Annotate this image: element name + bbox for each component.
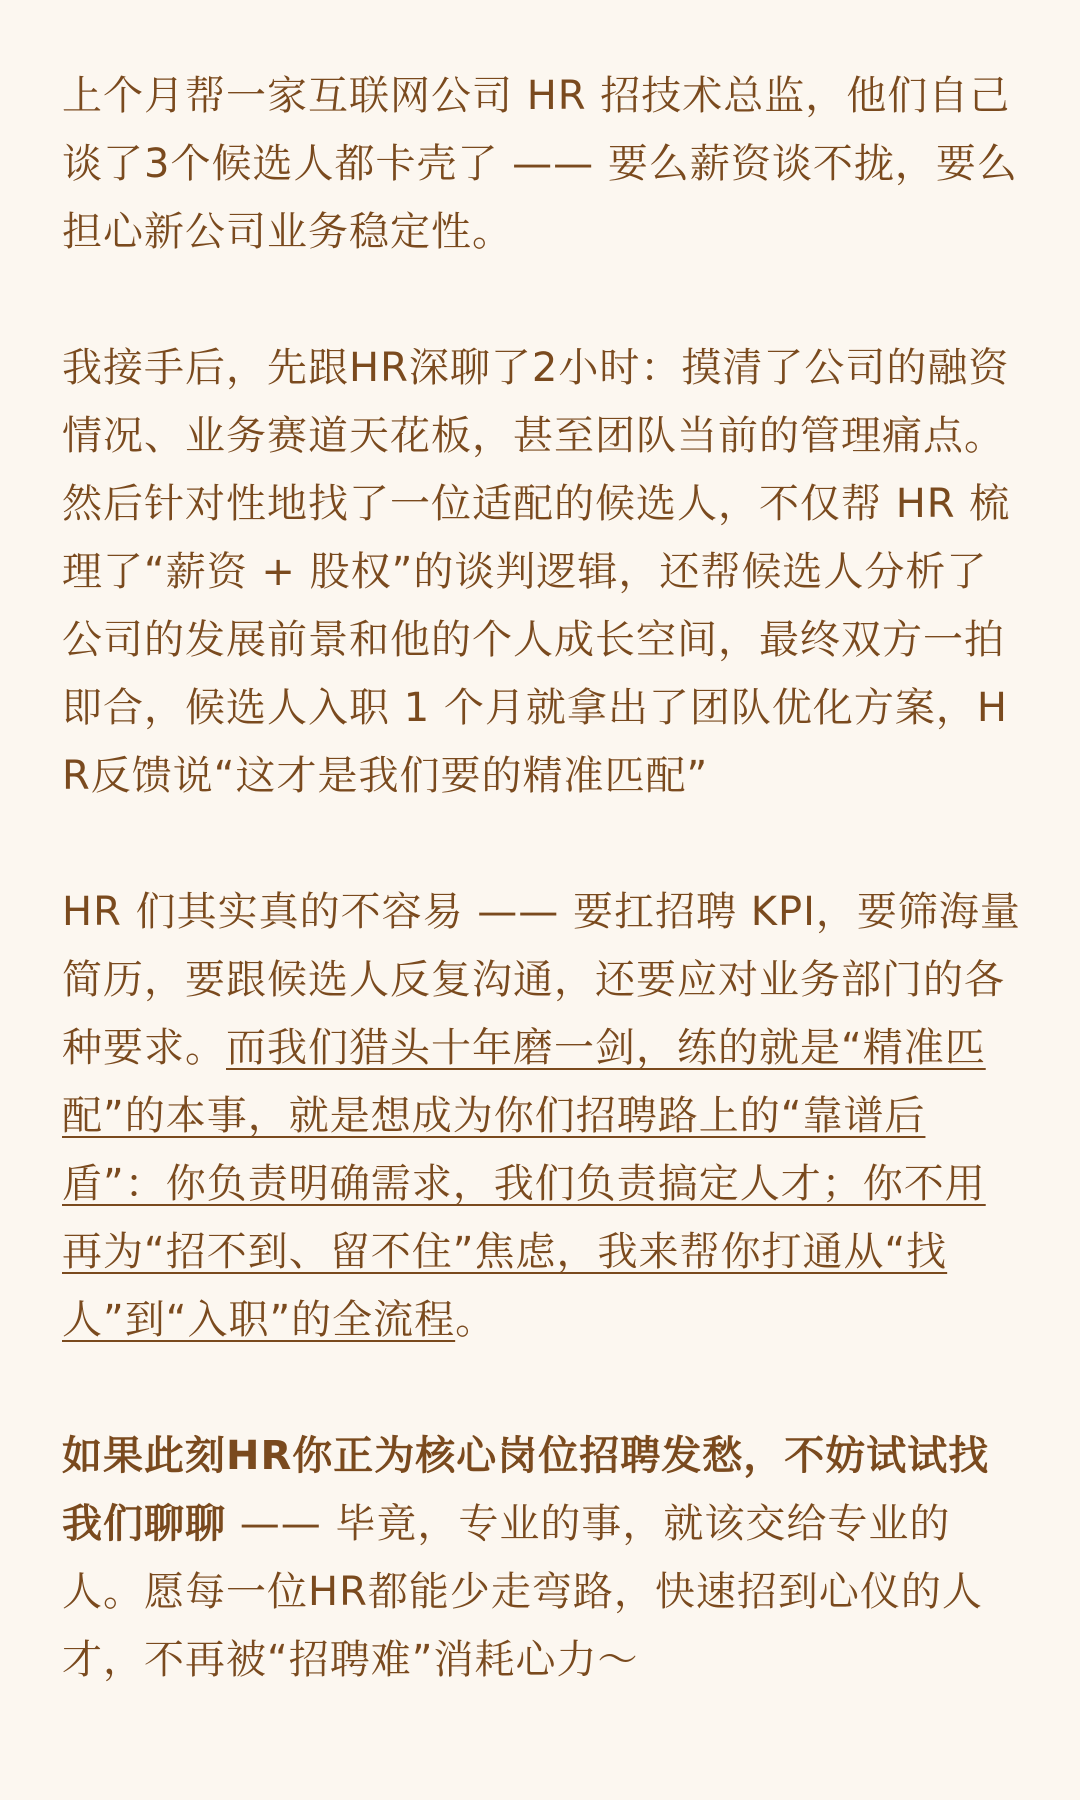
paragraph-case-detail: 我接手后，先跟HR深聊了2小时：摸清了公司的融资情况、业务赛道天花板，甚至团队当前的管理痛点。然后针对性地找了一位适配的候选人，不仅帮 HR 梳理了“薪资 + 股权”的谈判逻辑，还帮候选人分析了公司的发展前景和他的个人成长空间，最终双方一拍即合，候选人入职 1 个月就拿出了团队优化方案，HR反馈说“这才是我们要的精准匹配” xyxy=(62,345,1011,799)
paragraph-case-intro: 上个月帮一家互联网公司 HR 招技术总监，他们自己谈了3个候选人都卡壳了 —— 要么薪资谈不拢，要么担心新公司业务稳定性。 xyxy=(62,73,1018,255)
hr-difficulty-text: HR 们其实真的不容易 —— 要扛招聘 KPI，要筛海量简历，要跟候选人反复沟通，还要应对业务部门的各种要求。 xyxy=(62,889,1021,1071)
paragraph-end-punctuation: 。 xyxy=(455,1297,497,1343)
paragraph-hr-difficulty xyxy=(62,878,1022,1354)
cta-bold-text: 如果此刻HR你正为核心岗位招聘发愁，不妨试试找我们聊聊 xyxy=(62,1433,990,1547)
cta-rest-text: —— 毕竟，专业的事，就该交给专业的人。愿每一位HR都能少走弯路，快速招到心仪的人才，不再被“招聘难”消耗心力～ xyxy=(62,1501,983,1683)
underlined-promise-text: 而我们猎头十年磨一剑，练的就是“精准匹配”的本事，就是想成为你们招聘路上的“靠谱后盾”：你负责明确需求，我们负责搞定人才；你不用再为“招不到、留不住”焦虑，我来帮你打通从“找人”到“入职”的全流程 xyxy=(62,1025,986,1343)
paragraph-call-to-action xyxy=(62,1422,1022,1694)
